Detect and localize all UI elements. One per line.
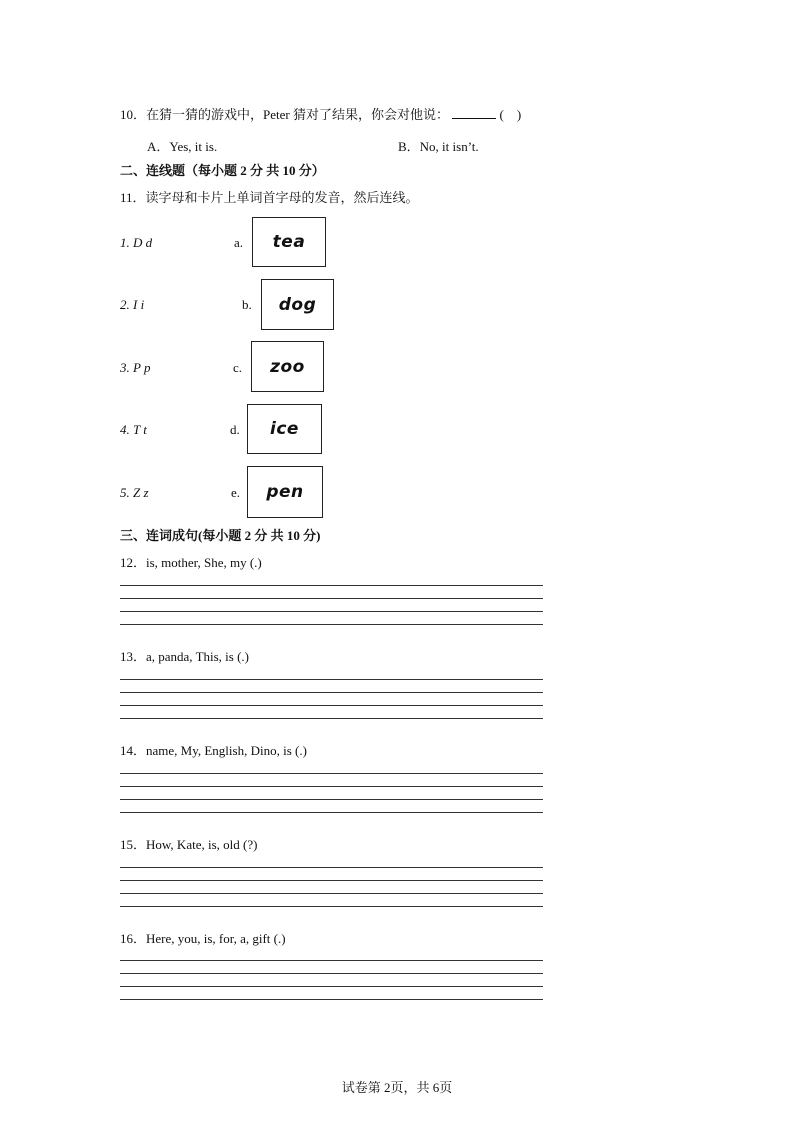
card-label: c.	[233, 360, 243, 375]
answer-line[interactable]	[120, 598, 543, 599]
card-word: pen	[266, 482, 304, 502]
q10-option-a: A．Yes, it is.	[147, 139, 218, 154]
card-word: dog	[278, 294, 317, 315]
letter-item: 1. D d	[120, 235, 153, 250]
letter-item: 3. P p	[120, 360, 151, 375]
letter-item: 5. Z z	[120, 485, 149, 500]
answer-line[interactable]	[120, 973, 543, 974]
q10-stem	[120, 104, 521, 123]
answer-line[interactable]	[120, 906, 543, 907]
q10-paren[interactable]: ( )	[499, 107, 522, 122]
answer-line[interactable]	[120, 692, 543, 693]
answer-line[interactable]	[120, 893, 543, 894]
word-card-dog[interactable]	[261, 279, 334, 330]
q10-option-b: B．No, it isn’t.	[398, 139, 479, 154]
answer-line[interactable]	[120, 718, 543, 719]
word-card-ice[interactable]	[247, 404, 322, 454]
section2-heading: 二、连线题（每小题 2 分 共 10 分）	[120, 163, 325, 178]
answer-line[interactable]	[120, 585, 543, 586]
answer-line[interactable]	[120, 624, 543, 625]
letter-item: 2. I i	[120, 297, 145, 312]
answer-line[interactable]	[120, 867, 543, 868]
answer-line[interactable]	[120, 799, 543, 800]
answer-line[interactable]	[120, 773, 543, 774]
answer-line[interactable]	[120, 679, 543, 680]
q10-text: 在猜一猜的游戏中，Peter 猜对了结果，你会对他说：	[146, 107, 449, 122]
q10-answer-blank[interactable]	[452, 106, 496, 119]
answer-line[interactable]	[120, 786, 543, 787]
q11-instruction: 11．读字母和卡片上单词首字母的发音，然后连线。	[120, 190, 419, 205]
answer-line[interactable]	[120, 812, 543, 813]
word-card-tea[interactable]	[252, 217, 326, 267]
answer-line[interactable]	[120, 960, 543, 961]
page-footer: 试卷第 2页，共 6页	[341, 1080, 453, 1095]
card-label: e.	[231, 485, 241, 500]
q10-number: 10．	[120, 107, 147, 122]
card-label: d.	[230, 422, 240, 437]
answer-line[interactable]	[120, 611, 543, 612]
card-label: b.	[242, 297, 252, 312]
question-text: 12．is, mother, She, my (.)	[120, 555, 262, 570]
letter-item: 4. T t	[120, 422, 147, 437]
answer-line[interactable]	[120, 705, 543, 706]
question-text: 15．How, Kate, is, old (?)	[120, 837, 258, 852]
section3-heading: 三、连词成句(每小题 2 分 共 10 分)	[120, 528, 321, 543]
card-label: a.	[234, 235, 244, 250]
answer-line[interactable]	[120, 986, 543, 987]
word-card-zoo[interactable]	[251, 341, 324, 392]
card-word: tea	[272, 232, 306, 252]
card-word: ice	[270, 419, 299, 439]
answer-line[interactable]	[120, 999, 543, 1000]
answer-line[interactable]	[120, 880, 543, 881]
word-card-pen[interactable]	[247, 466, 323, 518]
card-word: zoo	[270, 356, 305, 377]
question-text: 16．Here, you, is, for, a, gift (.)	[120, 931, 286, 946]
question-text: 14．name, My, English, Dino, is (.)	[120, 743, 307, 758]
question-text: 13．a, panda, This, is (.)	[120, 649, 250, 664]
